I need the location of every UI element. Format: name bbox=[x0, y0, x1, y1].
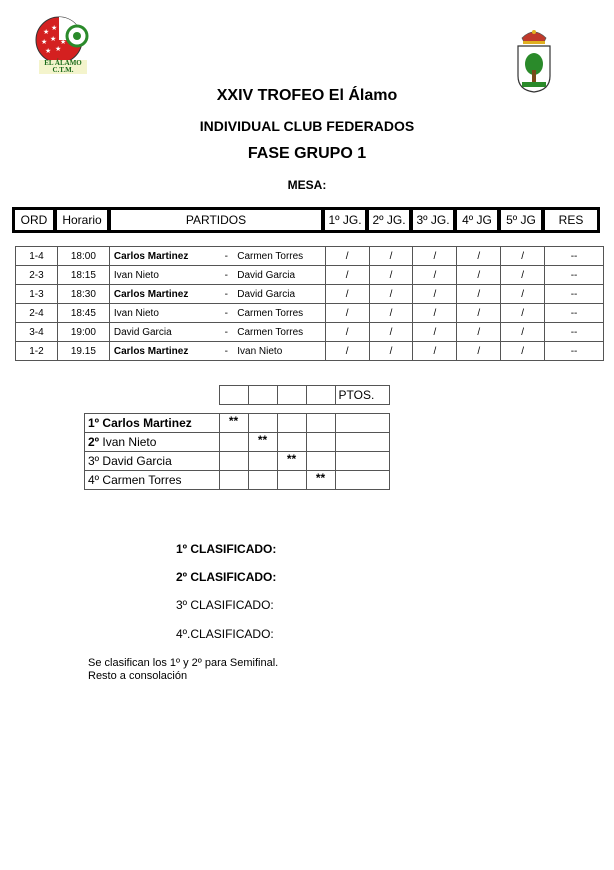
standings-row bbox=[85, 433, 390, 452]
game-3: / bbox=[413, 247, 457, 266]
svg-text:★: ★ bbox=[43, 28, 50, 36]
match-time: 18:45 bbox=[57, 304, 109, 323]
game-4: / bbox=[457, 304, 501, 323]
match-player2: Ivan Nieto bbox=[233, 342, 325, 361]
game-1: / bbox=[325, 266, 369, 285]
coat-of-arms-icon bbox=[514, 26, 554, 96]
game-1: / bbox=[325, 285, 369, 304]
match-time: 18:15 bbox=[57, 266, 109, 285]
table-row bbox=[16, 342, 604, 361]
col-partidos: PARTIDOS bbox=[111, 210, 321, 230]
standings-player: 4º Carmen Torres bbox=[85, 471, 220, 490]
col-jg1: 1º JG. bbox=[325, 210, 365, 230]
svg-text:★: ★ bbox=[45, 47, 52, 55]
game-5: / bbox=[501, 323, 545, 342]
svg-text:★: ★ bbox=[60, 38, 67, 46]
match-separator: - bbox=[219, 342, 233, 361]
game-3: / bbox=[413, 342, 457, 361]
game-4: / bbox=[457, 247, 501, 266]
game-5: / bbox=[501, 247, 545, 266]
diagonal-mark: ** bbox=[248, 433, 277, 452]
game-2: / bbox=[369, 304, 413, 323]
game-2: / bbox=[369, 247, 413, 266]
match-time: 18:00 bbox=[57, 247, 109, 266]
game-3: / bbox=[413, 304, 457, 323]
standings-player: 1º Carlos Martinez bbox=[85, 414, 220, 433]
match-result: -- bbox=[545, 285, 604, 304]
club-logo-icon bbox=[33, 14, 97, 76]
match-time: 18:30 bbox=[57, 285, 109, 304]
game-3: / bbox=[413, 285, 457, 304]
match-separator: - bbox=[219, 323, 233, 342]
game-5: / bbox=[501, 304, 545, 323]
table-row bbox=[16, 304, 604, 323]
game-4: / bbox=[457, 323, 501, 342]
match-ord: 2-3 bbox=[16, 266, 58, 285]
points-header: PTOS. bbox=[335, 386, 389, 405]
match-player2: David Garcia bbox=[233, 266, 325, 285]
first-classified: 1º CLASIFICADO: bbox=[176, 542, 277, 556]
note-semifinal: Se clasifican los 1º y 2º para Semifinal. bbox=[88, 657, 279, 669]
match-player1: David Garcia bbox=[109, 323, 219, 342]
match-result: -- bbox=[545, 247, 604, 266]
game-2: / bbox=[369, 285, 413, 304]
match-player1: Carlos Martinez bbox=[109, 285, 219, 304]
diagonal-mark: ** bbox=[219, 414, 248, 433]
table-row bbox=[16, 247, 604, 266]
fourth-classified: 4º.CLASIFICADO: bbox=[176, 627, 274, 641]
tournament-title: XXIV TROFEO El Álamo bbox=[216, 87, 398, 104]
standings-header-row bbox=[85, 386, 390, 405]
match-player1: Carlos Martinez bbox=[109, 247, 219, 266]
diagonal-mark: ** bbox=[306, 471, 335, 490]
svg-text:★: ★ bbox=[55, 45, 62, 53]
game-2: / bbox=[369, 323, 413, 342]
svg-text:★: ★ bbox=[50, 35, 57, 43]
match-ord: 1-3 bbox=[16, 285, 58, 304]
game-1: / bbox=[325, 323, 369, 342]
game-2: / bbox=[369, 342, 413, 361]
match-ord: 3-4 bbox=[16, 323, 58, 342]
match-player1: Carlos Martinez bbox=[109, 342, 219, 361]
match-ord: 2-4 bbox=[16, 304, 58, 323]
col-jg5: 5º JG bbox=[501, 210, 541, 230]
match-player1: Ivan Nieto bbox=[109, 266, 219, 285]
standings-player: 3º David Garcia bbox=[85, 452, 220, 471]
third-classified: 3º CLASIFICADO: bbox=[176, 598, 274, 612]
table-label: MESA: bbox=[287, 178, 327, 192]
game-2: / bbox=[369, 266, 413, 285]
match-player2: David Garcia bbox=[233, 285, 325, 304]
match-result: -- bbox=[545, 266, 604, 285]
match-ord: 1-4 bbox=[16, 247, 58, 266]
second-classified: 2º CLASIFICADO: bbox=[176, 570, 277, 584]
svg-text:★: ★ bbox=[51, 24, 58, 32]
col-ord: ORD bbox=[15, 210, 53, 230]
match-player1: Ivan Nieto bbox=[109, 304, 219, 323]
game-5: / bbox=[501, 266, 545, 285]
table-row bbox=[16, 323, 604, 342]
col-jg4: 4º JG bbox=[457, 210, 497, 230]
game-1: / bbox=[325, 304, 369, 323]
standings-row bbox=[85, 414, 390, 433]
standings-player: 2º Ivan Nieto bbox=[85, 433, 220, 452]
table-row bbox=[16, 266, 604, 285]
match-time: 19.15 bbox=[57, 342, 109, 361]
game-4: / bbox=[457, 285, 501, 304]
match-player2: Carmen Torres bbox=[233, 323, 325, 342]
match-result: -- bbox=[545, 323, 604, 342]
table-row bbox=[16, 285, 604, 304]
game-1: / bbox=[325, 342, 369, 361]
svg-text:★: ★ bbox=[41, 38, 48, 46]
match-result: -- bbox=[545, 304, 604, 323]
match-player2: Carmen Torres bbox=[233, 304, 325, 323]
diagonal-mark: ** bbox=[277, 452, 306, 471]
game-3: / bbox=[413, 323, 457, 342]
match-separator: - bbox=[219, 247, 233, 266]
category-subtitle: INDIVIDUAL CLUB FEDERADOS bbox=[199, 118, 415, 134]
match-separator: - bbox=[219, 285, 233, 304]
game-5: / bbox=[501, 342, 545, 361]
game-1: / bbox=[325, 247, 369, 266]
standings-table bbox=[84, 385, 390, 490]
club-logo-text: EL ÁLAMO C.T.M. bbox=[44, 59, 82, 74]
standings-row bbox=[85, 471, 390, 490]
match-separator: - bbox=[219, 266, 233, 285]
game-4: / bbox=[457, 342, 501, 361]
game-5: / bbox=[501, 285, 545, 304]
game-3: / bbox=[413, 266, 457, 285]
match-result: -- bbox=[545, 342, 604, 361]
match-ord: 1-2 bbox=[16, 342, 58, 361]
standings-row bbox=[85, 452, 390, 471]
matches-table bbox=[15, 246, 604, 361]
col-jg3: 3º JG. bbox=[413, 210, 453, 230]
col-res: RES bbox=[545, 210, 597, 230]
group-title: FASE GRUPO 1 bbox=[247, 145, 367, 162]
game-4: / bbox=[457, 266, 501, 285]
col-jg2: 2º JG. bbox=[369, 210, 409, 230]
column-header-bar bbox=[12, 207, 600, 233]
note-consolation: Resto a consolación bbox=[88, 670, 188, 682]
match-time: 19:00 bbox=[57, 323, 109, 342]
match-separator: - bbox=[219, 304, 233, 323]
col-horario: Horario bbox=[57, 210, 107, 230]
match-player2: Carmen Torres bbox=[233, 247, 325, 266]
